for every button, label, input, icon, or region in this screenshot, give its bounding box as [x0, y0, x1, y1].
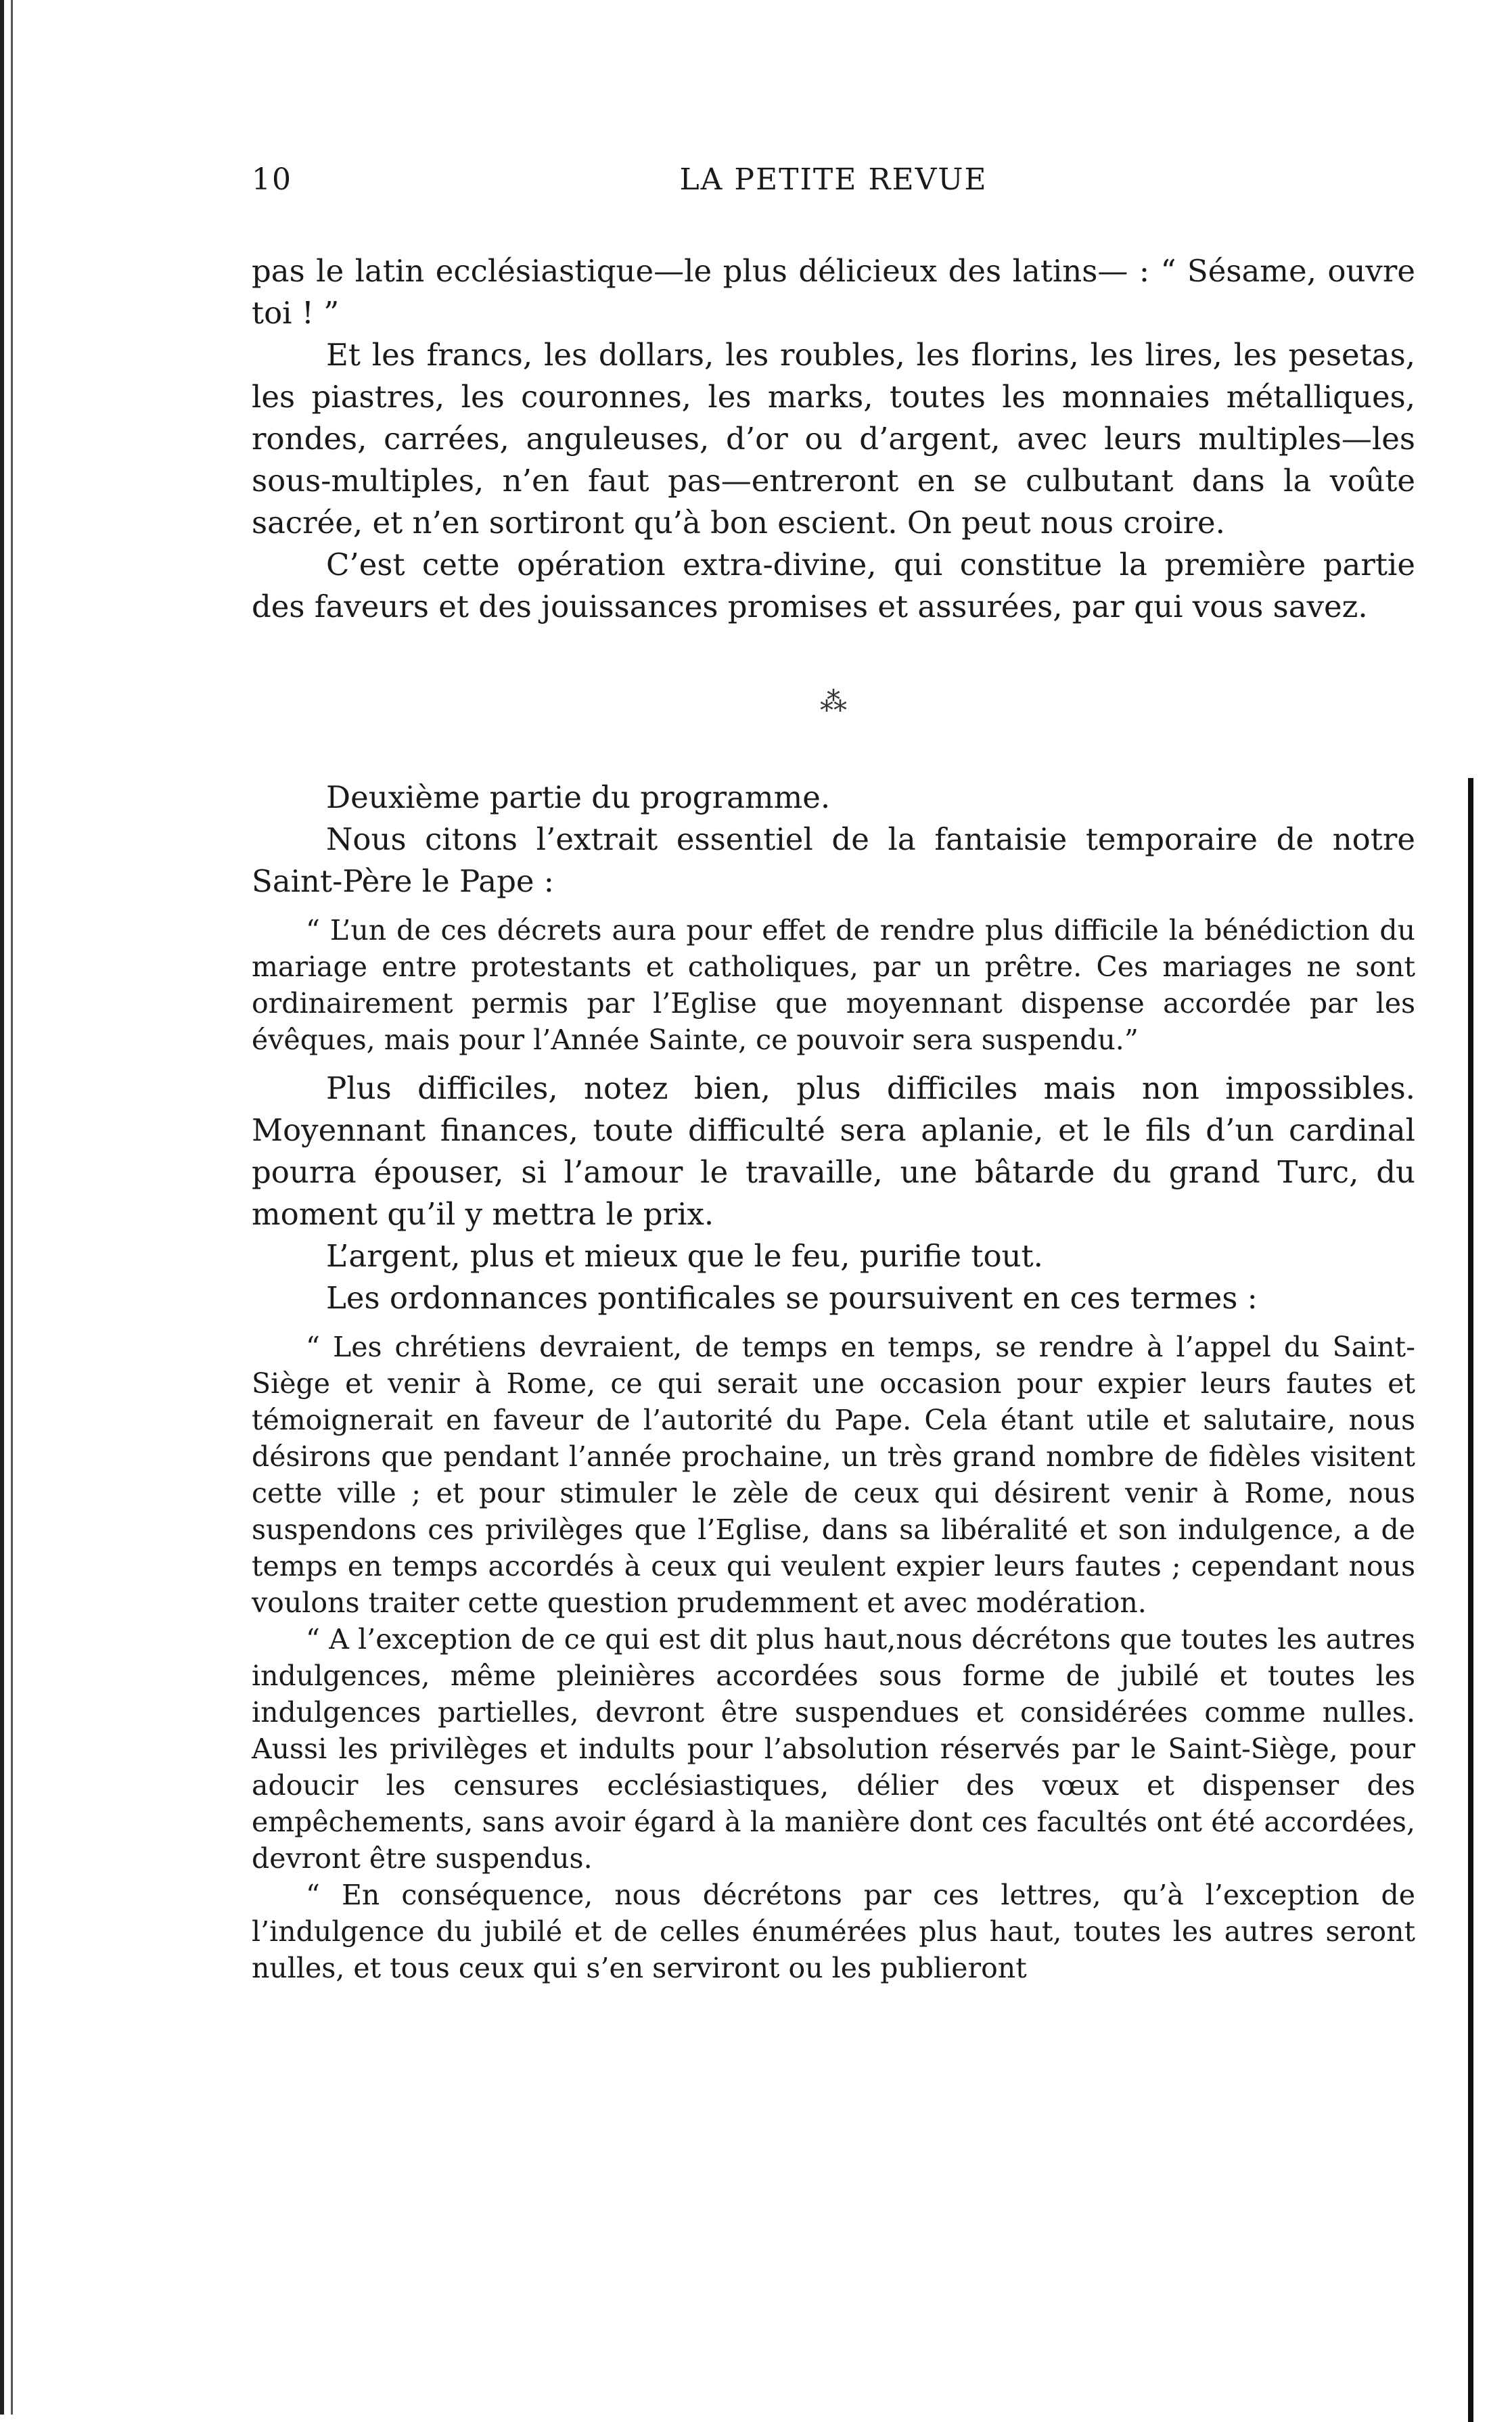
quoted-paragraph: “ L’un de ces décrets aura pour effet de rendre plus difficile la bénédiction du mariage entre protestants et catholiques, par un prêtre. Ces mariages ne sont ordinairement permis par l’Eglise que moyennant dispense accordée par les évêques, mais pour l’Année Sainte, ce pouvoir sera suspendu.”	[252, 914, 1415, 1056]
paragraph: Nous citons l’extrait essentiel de la fantaisie temporaire de notre Saint-Père le Pape :	[252, 821, 1415, 899]
paragraph: Deuxième partie du programme.	[326, 779, 831, 815]
paragraph: Plus difficiles, notez bien, plus difficiles mais non impossibles. Moyennant finances, toute difficulté sera aplanie, et le fils d’un cardinal pourra épouser, si l’amour le travaille, une bâtarde du grand Turc, du moment qu’il y mettra le prix.	[252, 1070, 1415, 1232]
running-title: LA PETITE REVUE	[679, 162, 988, 197]
page-edge-left	[0, 0, 4, 2415]
quoted-paragraph: “ Les chrétiens devraient, de temps en temps, se rendre à l’appel du Saint-Siège et venir à Rome, ce qui serait une occasion pour expier leurs fautes et témoignerait en faveur de l’autorité du Pape. Cela étant utile et salutaire, nous désirons que pendant l’année prochaine, un très grand nombre de fidèles visitent cette ville ; et pour stimuler le zèle de ceux qui désirent venir à Rome, nous suspendons ces privilèges que l’Eglise, dans sa libéralité et son indulgence, a de temps en temps accordés à ceux qui veulent expier leurs fautes ; cependant nous voulons traiter cette question prudemment et avec modération.	[252, 1331, 1415, 1619]
paragraph: Les ordonnances pontificales se poursuivent en ces termes :	[326, 1280, 1258, 1316]
quoted-paragraph: “ A l’exception de ce qui est dit plus haut,nous décrétons que toutes les autres indulgences, même pleinières accordées sous forme de jubilé et toutes les indulgences partielles, devront être suspendues et considérées comme nulles. Aussi les privilèges et indults pour l’absolution réservés par le Saint-Siège, pour adoucir les censures ecclésiastiques, délier des vœux et dispenser des empêchements, sans avoir égard à la manière dont ces facultés ont été accordées, devront être suspendus.	[252, 1623, 1415, 1875]
page-edge-left-inner	[11, 0, 13, 2415]
page-edge-right	[1468, 778, 1473, 2422]
paragraph: Et les francs, les dollars, les roubles, les florins, les lires, les pesetas, les piastres, les couronnes, les marks, toutes les monnaies métalliques, rondes, carrées, anguleuses, d’or ou d’argent, avec leurs multiples—les sous-multiples, n’en faut pas—entreront en se culbutant dans la voûte sacrée, et n’en sortiront qu’à bon escient. On peut nous croire.	[252, 337, 1415, 541]
paragraph: C’est cette opération extra-divine, qui constitue la première partie des faveurs et des jouissances promises et assurées, par qui vous savez.	[252, 547, 1415, 624]
paragraph: pas le latin ecclésiastique—le plus délicieux des latins— : “ Sésame, ouvre toi ! ”	[252, 253, 1415, 331]
running-header	[252, 162, 1415, 210]
quoted-paragraph: “ En conséquence, nous décrétons par ces lettres, qu’à l’exception de l’indulgence du jubilé et de celles énumérées plus haut, toutes les autres seront nulles, et tous ceux qui s’en serviront ou les publieront	[252, 1879, 1415, 1984]
paragraph: L’argent, plus et mieux que le feu, purifie tout.	[326, 1238, 1043, 1274]
section-separator: ⁂	[820, 687, 847, 718]
page-number: 10	[252, 162, 292, 197]
page-body	[252, 250, 1415, 1986]
